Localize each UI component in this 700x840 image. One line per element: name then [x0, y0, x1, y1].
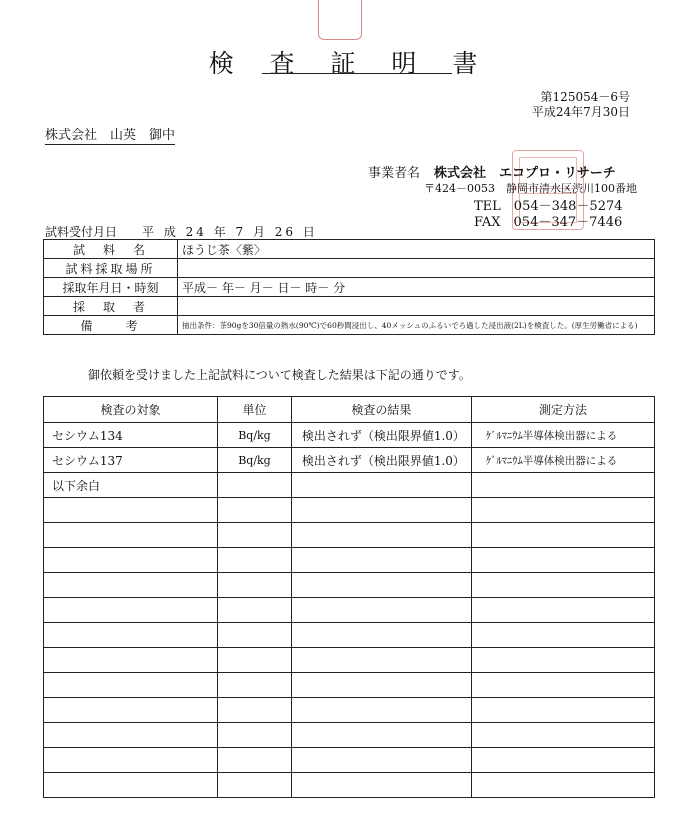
table-row [44, 523, 655, 548]
header-unit: 単位 [218, 397, 292, 423]
cell-method [471, 573, 654, 598]
table-row [44, 423, 655, 448]
cell-target [44, 698, 218, 723]
sampling-datetime-value: 平成－ 年－ 月－ 日－ 時－ 分 [178, 278, 655, 297]
received-label: 試料受付月日 [45, 225, 118, 239]
cell-method [471, 598, 654, 623]
cell-unit [218, 648, 292, 673]
table-row [44, 473, 655, 498]
cell-unit [218, 523, 292, 548]
cell-method: ｹﾞﾙﾏﾆｳﾑ半導体検出器による [471, 423, 654, 448]
cell-unit: Bq/kg [218, 448, 292, 473]
cell-unit [218, 698, 292, 723]
cell-method [471, 698, 654, 723]
issuer-name: 株式会社 エコプロ・リサーチ [434, 166, 616, 181]
cell-result [291, 673, 471, 698]
table-row [44, 748, 655, 773]
issuer-address: 〒424－0053 静岡市清水区渋川100番地 [424, 182, 637, 195]
table-row [44, 698, 655, 723]
cell-target [44, 748, 218, 773]
cell-target: セシウム134 [44, 423, 218, 448]
header-method: 測定方法 [471, 397, 654, 423]
cell-unit [218, 498, 292, 523]
cell-result: 検出されず（検出限界値1.0） [291, 448, 471, 473]
table-row [44, 316, 655, 335]
results-table [43, 396, 655, 798]
table-row [44, 259, 655, 278]
cell-target [44, 773, 218, 798]
cell-target [44, 648, 218, 673]
cell-target [44, 623, 218, 648]
cell-result [291, 523, 471, 548]
cell-result [291, 573, 471, 598]
issuer-fax: FAX 054－347－7446 [474, 215, 623, 230]
cell-target [44, 548, 218, 573]
cell-unit [218, 748, 292, 773]
received-date: 平 成 24 年 7 月 26 日 [142, 225, 318, 239]
cell-unit [218, 473, 292, 498]
issuer-label: 事業者名 [368, 166, 421, 181]
cell-method [471, 748, 654, 773]
table-row [44, 278, 655, 297]
cell-method [471, 623, 654, 648]
table-row [44, 573, 655, 598]
cell-result: 検出されず（検出限界値1.0） [291, 423, 471, 448]
cell-unit [218, 673, 292, 698]
sample-name-value: ほうじ茶〈紫〉 [178, 240, 655, 259]
results-header-row [44, 397, 655, 423]
remarks-value: 抽出条件：茶90gを30倍量の熱水(90℃)で60秒間浸出し、40メッシュのふるいでろ過した浸出液(2L)を検査した。(厚生労働省による) [178, 316, 655, 335]
cell-method [471, 473, 654, 498]
table-row [44, 448, 655, 473]
cell-target [44, 723, 218, 748]
top-seal-stamp [318, 0, 362, 40]
cell-unit [218, 598, 292, 623]
cell-method [471, 773, 654, 798]
table-row [44, 598, 655, 623]
table-row [44, 648, 655, 673]
title-underline [262, 73, 452, 74]
cell-result [291, 773, 471, 798]
cell-result [291, 623, 471, 648]
cell-method [471, 723, 654, 748]
cell-unit [218, 573, 292, 598]
cell-target: 以下余白 [44, 473, 218, 498]
sample-info-table [43, 239, 655, 335]
cell-method [471, 498, 654, 523]
cell-unit [218, 773, 292, 798]
cell-target [44, 573, 218, 598]
cell-method [471, 648, 654, 673]
cell-target [44, 498, 218, 523]
cell-unit [218, 548, 292, 573]
issuer-tel: TEL 054－348－5274 [474, 199, 623, 214]
table-row [44, 548, 655, 573]
issue-date: 平成24年7月30日 [531, 105, 630, 119]
cell-result [291, 748, 471, 773]
cell-result [291, 498, 471, 523]
cell-unit [218, 623, 292, 648]
sampler-label: 採 取 者 [44, 297, 178, 316]
cell-target [44, 673, 218, 698]
sampling-place-label: 試料採取場所 [44, 259, 178, 278]
cell-target: セシウム137 [44, 448, 218, 473]
intro-text: 御依頼を受けました上記試料について検査した結果は下記の通りです。 [88, 368, 471, 382]
cell-method [471, 523, 654, 548]
table-row [44, 297, 655, 316]
table-row [44, 240, 655, 259]
table-row [44, 498, 655, 523]
document-number: 第125054－6号 [540, 90, 630, 104]
header-result: 検査の結果 [291, 397, 471, 423]
cell-result [291, 723, 471, 748]
cell-unit [218, 723, 292, 748]
cell-result [291, 648, 471, 673]
sampling-datetime-label: 採取年月日・時刻 [44, 278, 178, 297]
table-row [44, 723, 655, 748]
cell-method [471, 673, 654, 698]
sampling-place-value [178, 259, 655, 278]
table-row [44, 673, 655, 698]
cell-method: ｹﾞﾙﾏﾆｳﾑ半導体検出器による [471, 448, 654, 473]
table-row [44, 773, 655, 798]
table-row [44, 623, 655, 648]
cell-unit: Bq/kg [218, 423, 292, 448]
cell-method [471, 548, 654, 573]
header-target: 検査の対象 [44, 397, 218, 423]
addressee: 株式会社 山英 御中 [45, 124, 175, 145]
cell-result [291, 598, 471, 623]
sampler-value [178, 297, 655, 316]
cell-target [44, 523, 218, 548]
remarks-label: 備 考 [44, 316, 178, 335]
sample-name-label: 試 料 名 [44, 240, 178, 259]
cell-result [291, 548, 471, 573]
document-title: 検 査 証 明 書 [208, 49, 492, 78]
cell-target [44, 598, 218, 623]
cell-result [291, 473, 471, 498]
cell-result [291, 698, 471, 723]
